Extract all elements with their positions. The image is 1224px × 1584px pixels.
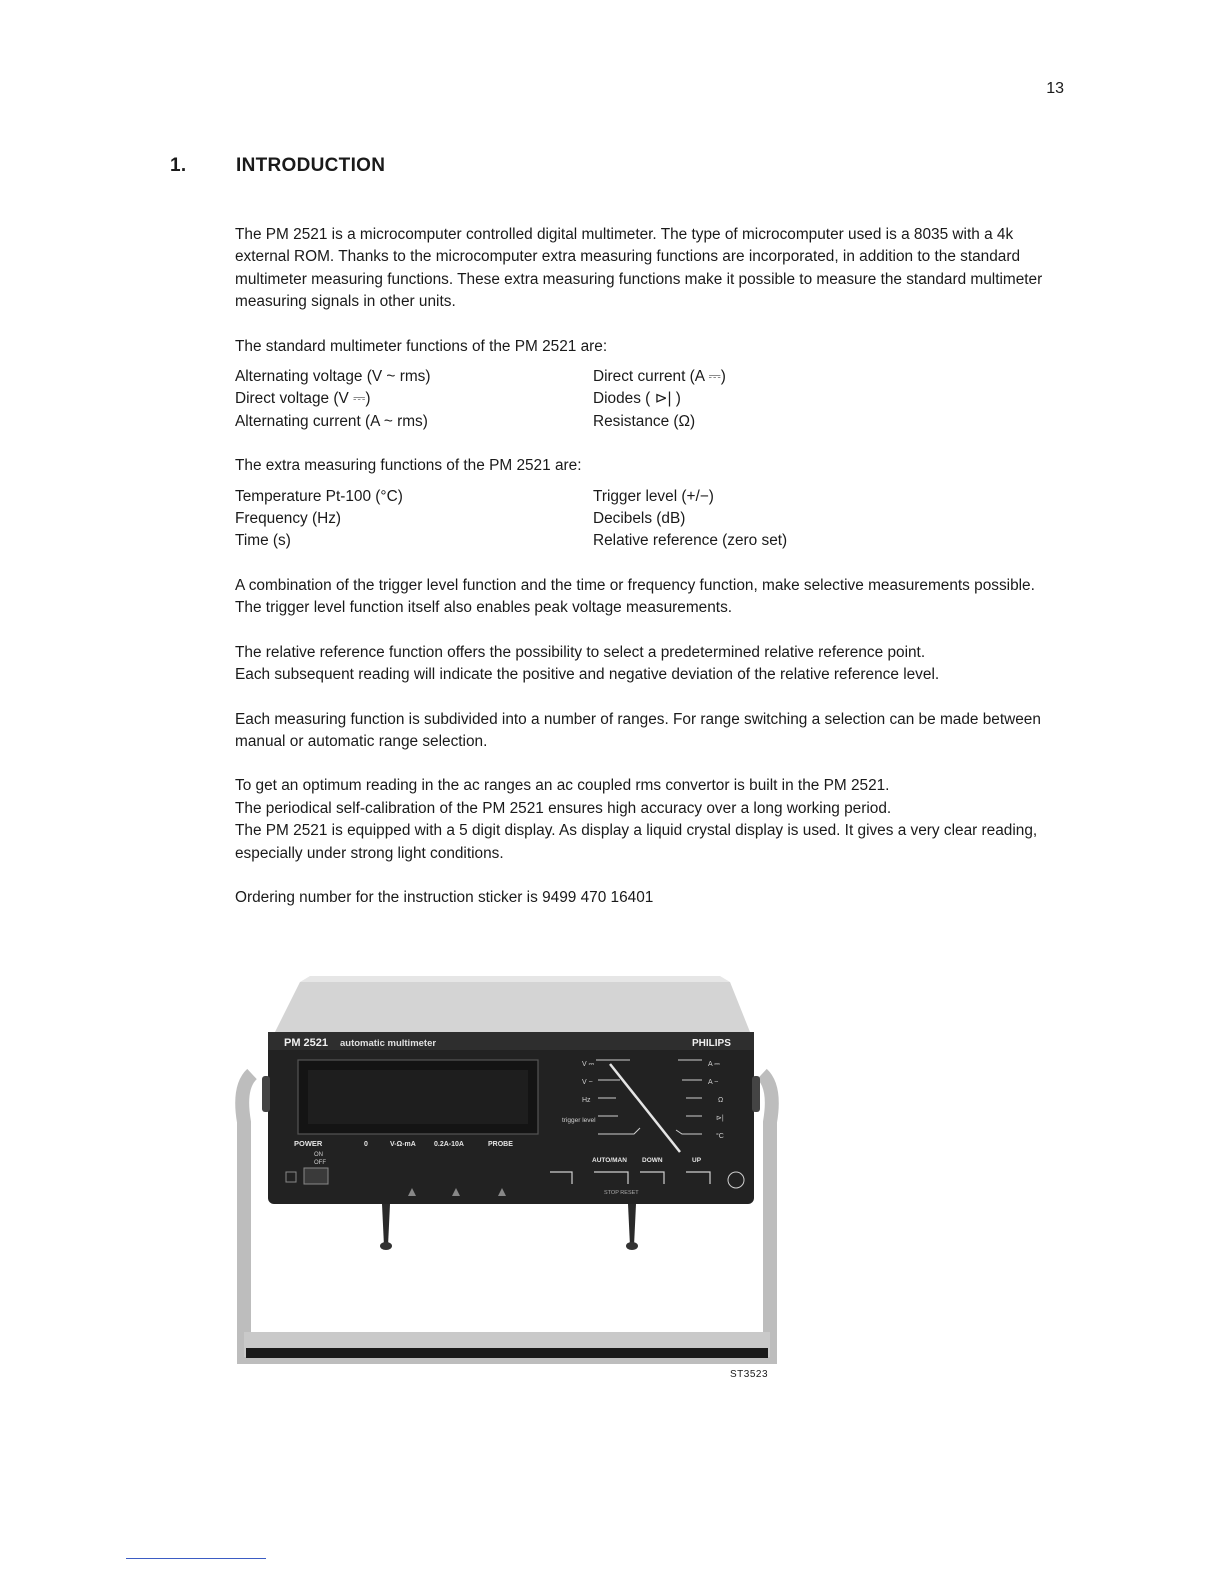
- display-paragraph: The PM 2521 is equipped with a 5 digit display. As display a liquid crystal display is used. It gives a very clear reading, especially under strong light conditions.: [235, 822, 1038, 862]
- ranges-paragraph: Each measuring function is subdivided into a number of ranges. For range switching a selection can be made between manual or automatic range selection.: [235, 710, 1041, 750]
- panel-model-text: PM 2521: [284, 1037, 329, 1049]
- function-item: Trigger level (+/−): [593, 487, 714, 505]
- function-item: Alternating voltage (V ~ rms): [235, 368, 431, 386]
- figure-caption: ST3523: [730, 1369, 769, 1380]
- switch-label: trigger level: [562, 1117, 596, 1124]
- power-label: POWER: [294, 1139, 323, 1148]
- switch-label: ⊳|: [716, 1115, 724, 1122]
- stop-reset-label: STOP RESET: [604, 1190, 639, 1196]
- function-item: Alternating current (A ~ rms): [235, 412, 428, 430]
- button-label: UP: [692, 1157, 702, 1164]
- body-text: [235, 224, 1065, 909]
- standard-functions-list: [235, 366, 1065, 433]
- function-item: Direct voltage (V ⎓): [235, 390, 371, 408]
- footnote-rule: [126, 1558, 266, 1559]
- terminal-label: 0: [364, 1141, 368, 1148]
- button-label: DOWN: [642, 1157, 663, 1164]
- power-switch: [304, 1168, 328, 1184]
- switch-label: V ~: [582, 1079, 593, 1086]
- relative-paragraph-1: The relative reference function offers the possibility to select a predetermined relative reference point.: [235, 643, 926, 661]
- switch-label: Ω: [718, 1097, 724, 1104]
- function-item: Time (s): [235, 532, 291, 550]
- combination-paragraph: A combination of the trigger level function and the time or frequency function, make selective measurements possible.: [235, 576, 1035, 594]
- function-item: Temperature Pt-100 (°C): [235, 487, 403, 505]
- standard-functions-heading: The standard multimeter functions of the PM 2521 are:: [235, 337, 608, 355]
- extra-functions-list: [235, 486, 1065, 553]
- function-item: Relative reference (zero set): [593, 532, 788, 550]
- relative-paragraph-2: Each subsequent reading will indicate the positive and negative deviation of the relative reference level.: [235, 666, 940, 684]
- panel-brand-text: PHILIPS: [692, 1038, 731, 1049]
- function-item: Frequency (Hz): [235, 510, 342, 528]
- button-label: AUTO/MAN: [592, 1157, 627, 1164]
- terminal-label: V-Ω-mA: [390, 1141, 416, 1148]
- section-heading: [170, 155, 385, 177]
- function-item: Direct current (A ⎓): [593, 368, 726, 386]
- terminal-label: PROBE: [488, 1141, 513, 1148]
- rms-paragraph: To get an optimum reading in the ac ranges an ac coupled rms convertor is built in the PM 2521.: [235, 777, 890, 795]
- intro-paragraph: The PM 2521 is a microcomputer controlled digital multimeter. The type of microcomputer used is a 8035 with a 4k external ROM. Thanks to the microcomputer extra measuring functions are incorporated, in addition to the standard multimeter measuring functions. These extra measuring functions make it possible to measure the standard multimeter measuring signals in other units.: [235, 226, 1043, 311]
- multimeter-illustration: [230, 962, 790, 1374]
- ordering-paragraph: Ordering number for the instruction sticker is 9499 470 16401: [235, 888, 654, 906]
- function-item: Diodes ( ⊳| ): [593, 390, 681, 408]
- function-item: Resistance (Ω): [593, 412, 696, 430]
- power-on-label: ON: [314, 1152, 323, 1158]
- multimeter-photo: [230, 962, 790, 1374]
- terminal-label: 0.2A-10A: [434, 1141, 464, 1148]
- function-item: Decibels (dB): [593, 510, 686, 528]
- switch-label: A ⎓: [708, 1061, 720, 1068]
- switch-label: Hz: [582, 1097, 591, 1104]
- switch-label: V ⎓: [582, 1061, 595, 1068]
- panel-product-text: automatic multimeter: [340, 1038, 437, 1049]
- page-number: 13: [1046, 80, 1064, 97]
- calibration-paragraph: The periodical self-calibration of the PM 2521 ensures high accuracy over a long working period.: [235, 799, 892, 817]
- extra-functions-heading: The extra measuring functions of the PM 2521 are:: [235, 457, 582, 475]
- switch-label: °C: [716, 1133, 724, 1140]
- section-title: INTRODUCTION: [236, 155, 386, 176]
- trigger-peak-paragraph: The trigger level function itself also enables peak voltage measurements.: [235, 599, 733, 617]
- switch-label: A ~: [708, 1079, 719, 1086]
- power-off-label: OFF: [314, 1160, 326, 1166]
- section-number: 1.: [170, 155, 187, 176]
